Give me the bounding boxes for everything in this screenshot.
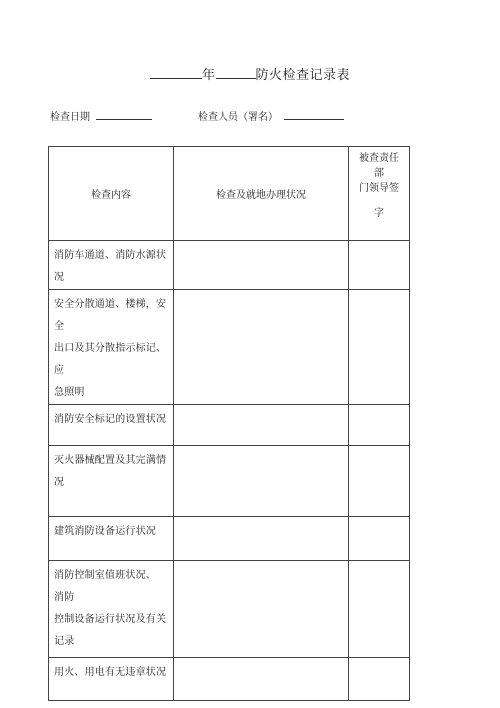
check-item-line: 用火、用电有无违章状况	[54, 667, 167, 678]
table-row	[49, 446, 410, 517]
signature-cell[interactable]	[349, 241, 410, 290]
title-blank-line[interactable]	[216, 66, 256, 79]
status-cell[interactable]	[174, 290, 349, 405]
check-item-line: 消防安全标记的设置状况	[54, 414, 167, 425]
column-header-content: 检查内容	[49, 147, 174, 241]
form-title	[0, 64, 500, 83]
status-cell[interactable]	[174, 561, 349, 658]
inspection-date-label: 检查日期	[50, 112, 90, 123]
inspector-label: 检查人员（署名）	[198, 112, 278, 123]
status-cell[interactable]	[174, 658, 349, 701]
signature-cell[interactable]	[349, 561, 410, 658]
signature-header-line: 门领导签	[359, 183, 399, 194]
signature-cell[interactable]	[349, 517, 410, 561]
inspection-date-field	[50, 108, 152, 123]
check-item-label	[49, 561, 174, 658]
check-item-label	[49, 405, 174, 446]
table-row	[49, 658, 410, 701]
inspection-date-blank[interactable]	[96, 109, 152, 120]
check-item-line: 控制设备运行状况及有关	[54, 614, 167, 625]
check-item-line: 建筑消防设备运行状况	[54, 526, 156, 537]
check-item-line: 出口及其分散指示标记、应	[54, 343, 167, 376]
check-item-line: 急照明	[54, 387, 85, 398]
status-cell[interactable]	[174, 446, 349, 517]
signature-cell[interactable]	[349, 446, 410, 517]
table-header-row	[49, 147, 410, 241]
signature-cell[interactable]	[349, 290, 410, 405]
column-header-signature	[349, 147, 410, 241]
column-header-status: 检查及就地办理状况	[174, 147, 349, 241]
title-suffix: 防火检查记录表	[255, 68, 351, 83]
check-item-label	[49, 658, 174, 701]
year-suffix: 年	[201, 68, 216, 83]
signature-cell[interactable]	[349, 405, 410, 446]
inspector-blank[interactable]	[284, 109, 344, 120]
signature-cell[interactable]	[349, 658, 410, 701]
signature-header-line: 字	[374, 208, 384, 219]
year-blank-line[interactable]	[150, 66, 202, 79]
check-item-label	[49, 517, 174, 561]
check-item-line: 消防控制室值班状况、 消防	[54, 570, 156, 603]
inspection-record-table	[48, 146, 410, 701]
status-cell[interactable]	[174, 517, 349, 561]
status-cell[interactable]	[174, 241, 349, 290]
check-item-line: 记录	[54, 636, 75, 647]
inspector-field	[198, 108, 344, 123]
check-item-label	[49, 446, 174, 517]
check-item-line: 灭火器械配置及其完满情	[54, 455, 167, 466]
check-item-line: 消防车通道、消防水源状况	[54, 250, 167, 283]
status-cell[interactable]	[174, 405, 349, 446]
table-row	[49, 241, 410, 290]
check-item-label	[49, 290, 174, 405]
table-row	[49, 517, 410, 561]
table-row	[49, 405, 410, 446]
signature-header-line: 被查责任	[359, 153, 399, 164]
check-item-line: 况	[54, 477, 65, 488]
signature-header-line: 部	[374, 168, 384, 179]
check-item-label	[49, 241, 174, 290]
check-item-line: 安全分散通道、楼梯，安全	[54, 299, 167, 332]
table-row	[49, 290, 410, 405]
table-row	[49, 561, 410, 658]
